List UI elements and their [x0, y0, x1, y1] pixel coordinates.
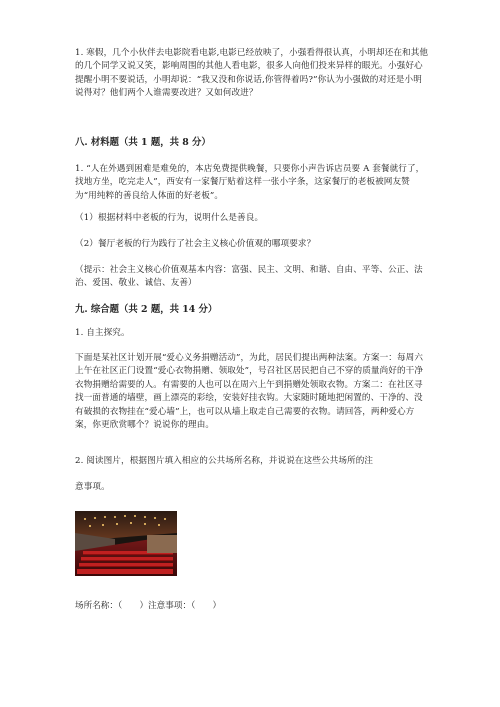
notes-blank[interactable]: （ ） — [191, 601, 222, 611]
section-8-subquestion-1: （1）根据材料中老板的行为，说明什么是善良。 — [75, 213, 264, 223]
section-9-question-2-line-2: 意事项。 — [75, 482, 110, 492]
section-9-question-1-body: 下面是某社区计划开展“爱心义务捐赠活动”，为此，居民们提出两种法案。方案一：每周六上午在社区正门设置“爱心衣物捐赠、领取处”，号召社区居民把自己不穿的质量尚好的干净衣物捐赠给需要的人。有需要的人也可以在周六上午到捐赠处领取衣物。方案二：在社区寻找一面普通的墙壁，画上漂亮的彩绘，安装好挂衣钩。大家随时随地把闲置的、干净的、没有破损的衣物挂在“爱心墙”上，也可以从墙上取走自己需要的衣物。请回答，两种爱心方案，你更欣赏哪个？说说你的理由。 — [75, 353, 424, 431]
section-8-question-1: 1. “人在外遇到困难是难免的，本店免费提供晚餐，只要你小声告诉店员要 A 套餐就行了，找地方坐，吃完走人”，西安有一家餐厅贴着这样一张小字条，这家餐厅的老板被网友赞为“用纯粹的善良给人体面的好老板”。 — [75, 164, 425, 201]
section-9-question-1-title: 1. 自主探究。 — [75, 328, 130, 338]
place-name-label: 场所名称： — [75, 601, 118, 611]
place-name-blank[interactable]: （ ） — [117, 601, 149, 611]
cinema-photo — [75, 511, 177, 576]
section-8-subquestion-2: （2）餐厅老板的行为践行了社会主义核心价值观的哪项要求？ — [75, 239, 316, 249]
section-8-heading: 八. 材料题（共 1 题，共 8 分） — [75, 137, 211, 148]
section-9-heading: 九. 综合题（共 2 题，共 14 分） — [75, 304, 218, 315]
question-1-text: 1. 寒假，几个小伙伴去电影院看电影,电影已经放映了，小强看得很认真，小明却还在和其他的几个同学又说又笑，影响周围的其他人看电影，很多人向他们投来异样的眼光。小强好心提醒小明不要说话，小明却说：“我又没和你说话,你管得着吗?”你认为小强做的对还是小明说得对？他们两个人谁需要改进？又如何改进？ — [75, 48, 429, 99]
notes-label: 注意事项： — [148, 601, 192, 611]
answer-line — [75, 600, 221, 613]
section-9-question-2-line-1: 2. 阅读图片，根据图片填入相应的公共场所名称，并说说在这些公共场所的注 — [75, 456, 374, 466]
section-8-hint: （提示：社会主义核心价值观基本内容：富强、民主、文明、和谐、自由、平等、公正、法治、爱国、敬业、诚信、友善） — [75, 265, 423, 289]
